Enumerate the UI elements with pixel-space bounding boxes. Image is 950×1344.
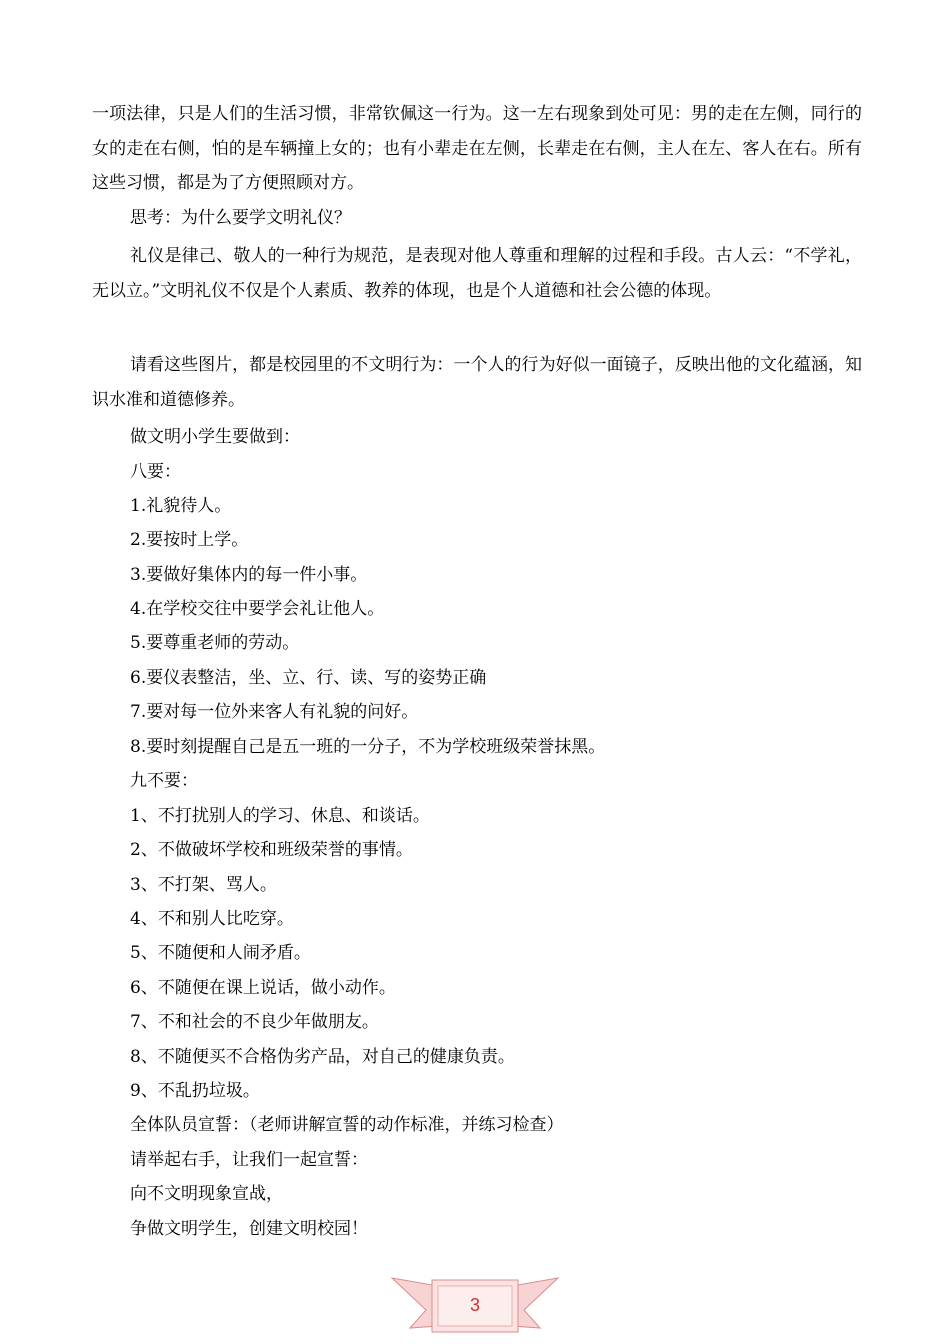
donts-item: 6、不随便在课上说话，做小动作。 <box>130 978 396 998</box>
page-number-badge <box>390 1270 560 1340</box>
dos-item: 4.在学校交往中要学会礼让他人。 <box>130 599 385 619</box>
paragraph-pictures: 请看这些图片，都是校园里的不文明行为：一个人的行为好似一面镜子，反映出他的文化蕴涵，知识水准和道德修养。 <box>92 355 862 410</box>
paragraph-custom: 一项法律，只是人们的生活习惯，非常钦佩这一行为。这一左右现象到处可见：男的走在左侧，同行的女的走在右侧，怕的是车辆撞上女的；也有小辈走在左侧，长辈走在右侧，主人在左、客人在右。所有这些习惯，都是为了方便照顾对方。 <box>92 104 862 193</box>
dos-item: 3.要做好集体内的每一件小事。 <box>130 565 368 585</box>
dos-item: 2.要按时上学。 <box>130 530 249 550</box>
dos-title: 八要： <box>130 462 181 482</box>
intro-line: 做文明小学生要做到： <box>130 427 300 447</box>
dos-item: 8.要时刻提醒自己是五一班的一分子，不为学校班级荣誉抹黑。 <box>130 737 606 757</box>
page-number: 3 <box>469 1295 480 1315</box>
dos-item: 7.要对每一位外来客人有礼貌的问好。 <box>130 702 419 722</box>
oath-line: 请举起右手，让我们一起宣誓： <box>130 1150 368 1170</box>
paragraph-etiquette: 礼仪是律己、敬人的一种行为规范，是表现对他人尊重和理解的过程和手段。古人云：“不学礼，无以立。”文明礼仪不仅是个人素质、教养的体现，也是个人道德和社会公德的体现。 <box>92 246 862 301</box>
donts-title: 九不要： <box>130 771 198 791</box>
paragraph-question: 思考：为什么要学文明礼仪？ <box>130 208 351 228</box>
donts-item: 1、不打扰别人的学习、休息、和谈话。 <box>130 806 430 826</box>
dos-item: 1.礼貌待人。 <box>130 496 232 516</box>
donts-item: 5、不随便和人闹矛盾。 <box>130 943 311 963</box>
donts-item: 4、不和别人比吃穿。 <box>130 909 294 929</box>
donts-item: 8、不随便买不合格伪劣产品，对自己的健康负责。 <box>130 1047 515 1067</box>
donts-item: 2、不做破坏学校和班级荣誉的事情。 <box>130 840 413 860</box>
oath-line: 争做文明学生，创建文明校园！ <box>130 1219 368 1239</box>
donts-item: 3、不打架、骂人。 <box>130 875 277 895</box>
donts-item: 7、不和社会的不良少年做朋友。 <box>130 1012 379 1032</box>
oath-line: 向不文明现象宣战， <box>130 1184 283 1204</box>
dos-item: 6.要仪表整洁，坐、立、行、读、写的姿势正确 <box>130 668 487 688</box>
oath-line: 全体队员宣誓：（老师讲解宣誓的动作标准，并练习检查） <box>130 1115 564 1135</box>
donts-item: 9、不乱扔垃圾。 <box>130 1081 260 1101</box>
dos-item: 5.要尊重老师的劳动。 <box>130 633 300 653</box>
